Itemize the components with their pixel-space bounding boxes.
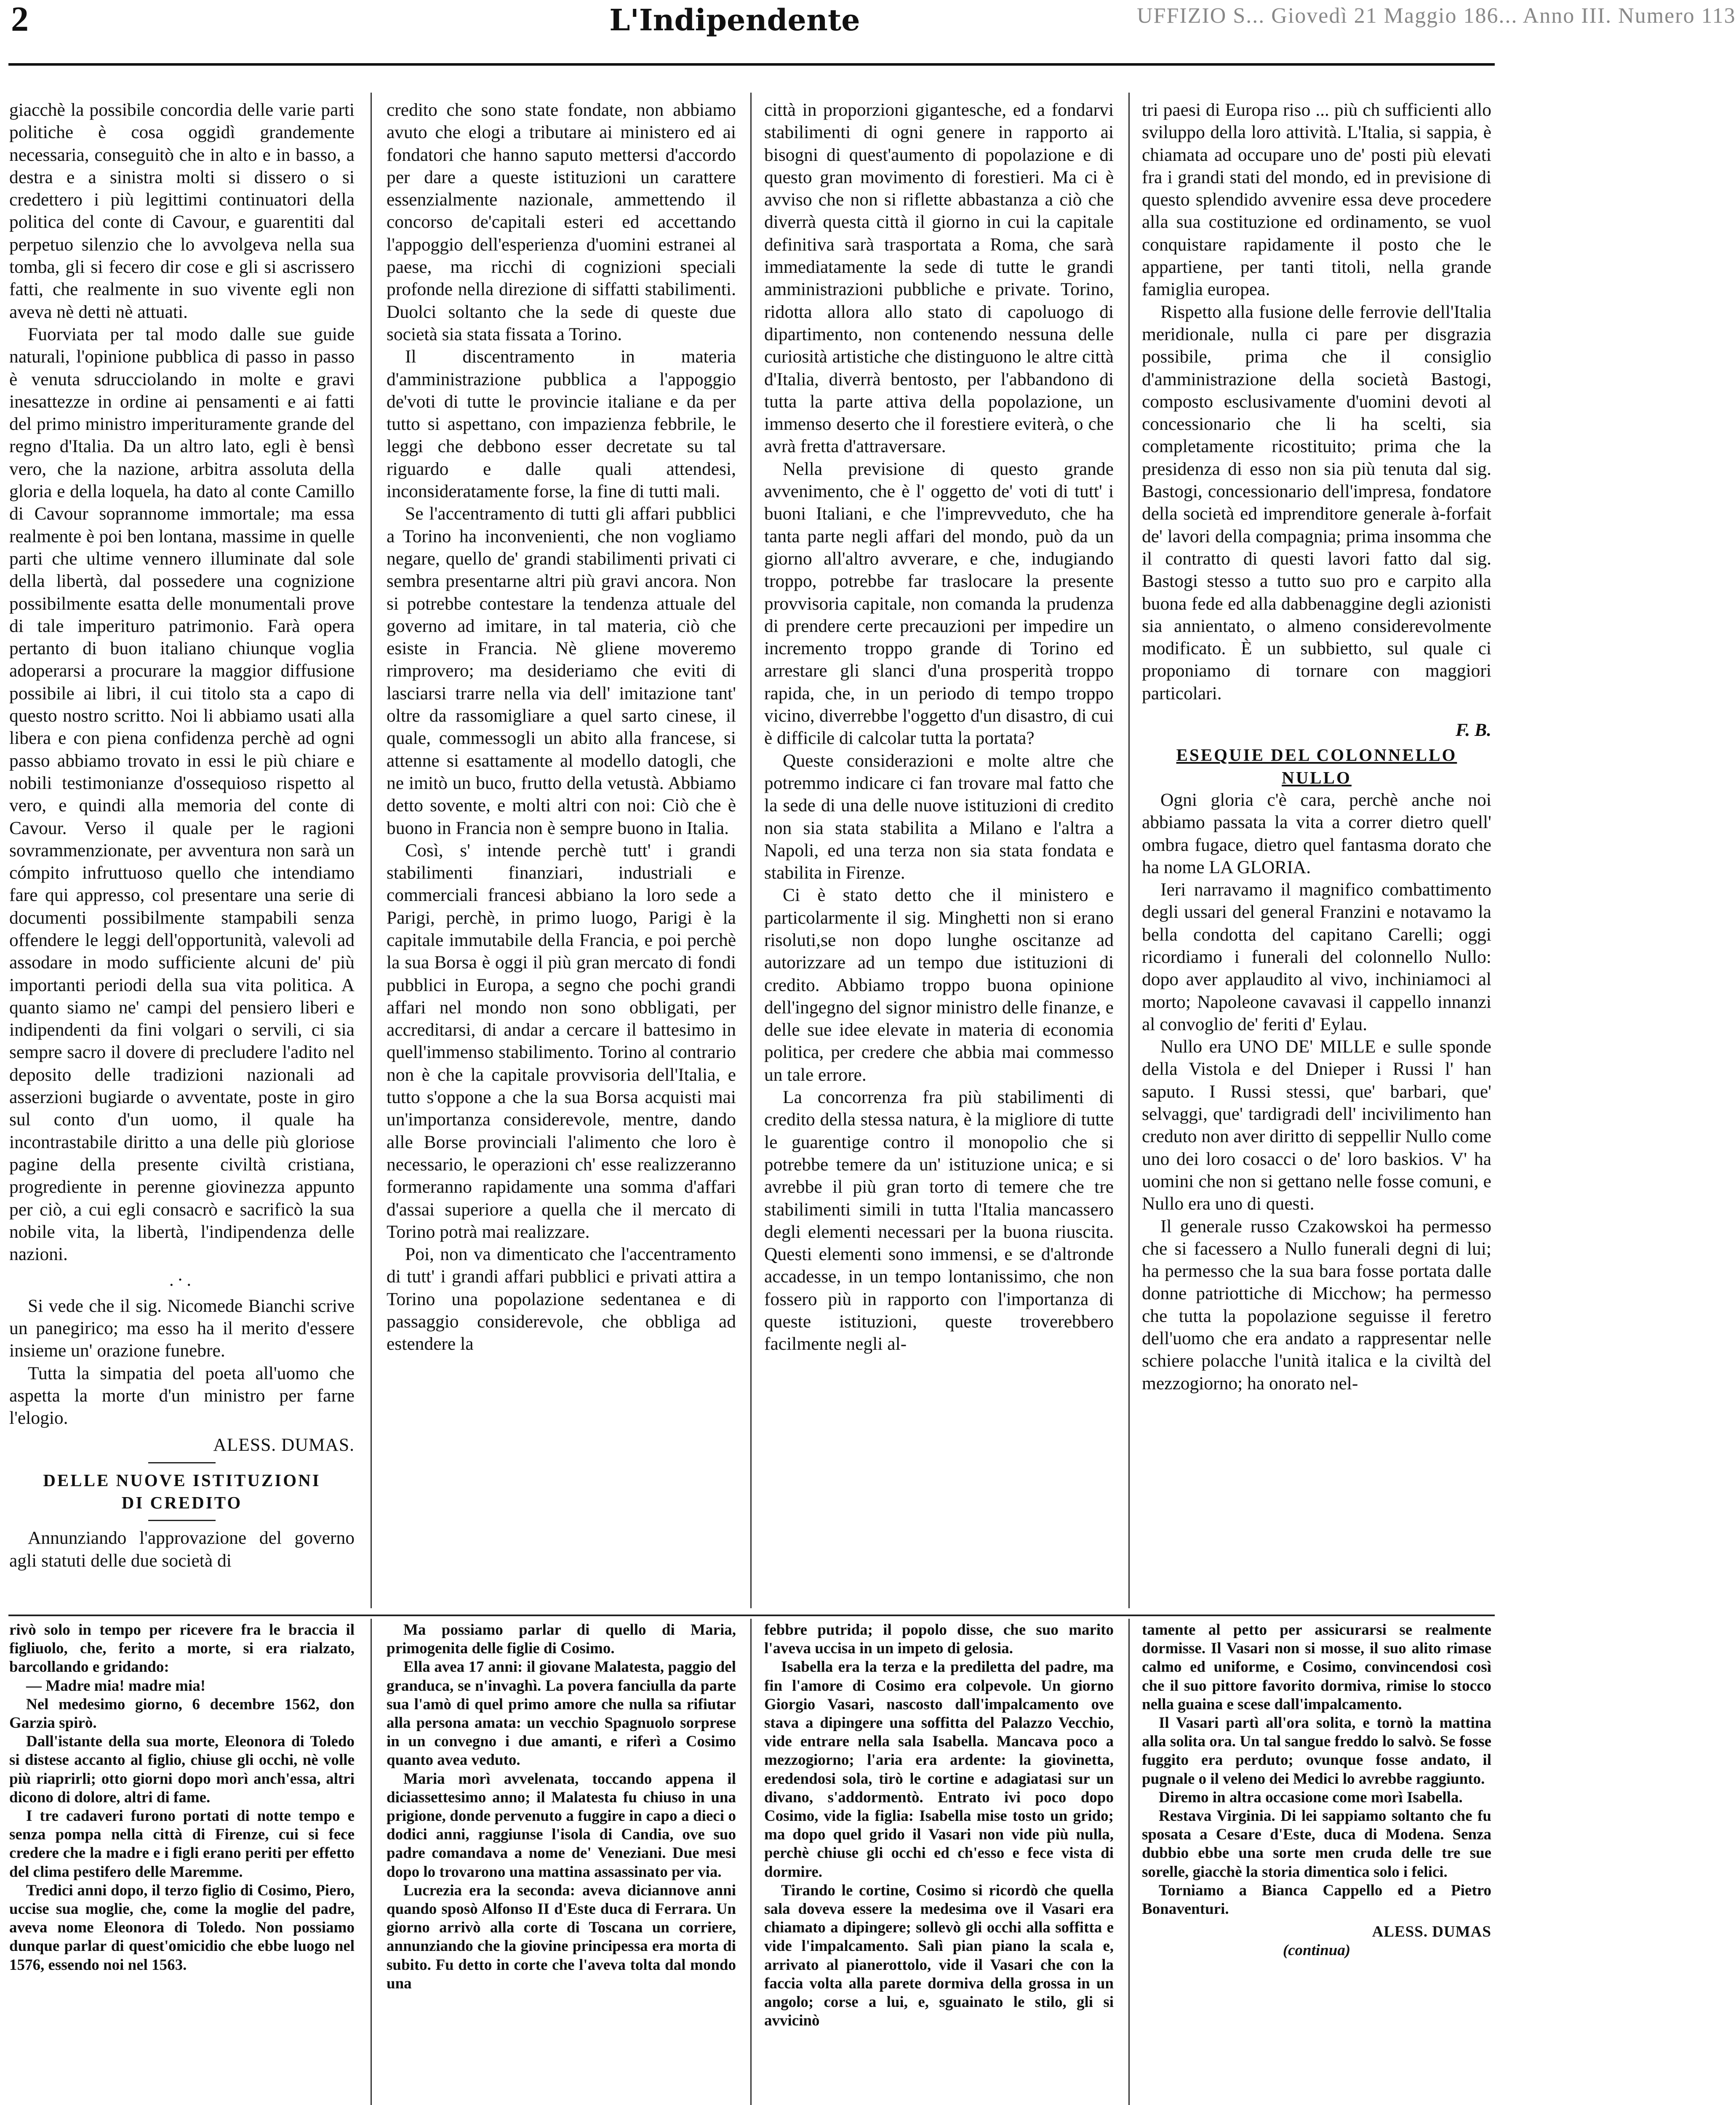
short-rule [148, 1462, 216, 1463]
author-signature: ALESS. DUMAS. [213, 1434, 355, 1455]
masthead-rule [8, 63, 1495, 66]
column-3 [764, 99, 1114, 1606]
paragraph: Annunziando l'approvazione del governo agli statuti delle due società di [9, 1528, 355, 1571]
paragraph: Il discentramento in materia d'amministrazione pubblica a l'appoggio de'voti di tutte le provincie italiane e da per tutto si aspettano, con impazienza febbrile, le leggi che debbono esser decretate su tal riguardo e dalle quali attendesi, inconsideratamente forse, la fine di tutti mali. [387, 346, 736, 502]
column-2 [387, 99, 736, 1606]
paragraph: febbre putrida; il popolo disse, che suo marito l'aveva uccisa in un impeto di gelosia. [764, 1621, 1114, 1657]
paragraph: Restava Virginia. Di lei sappiamo soltanto che fu sposata a Cesare d'Este, duca di Modena. Senza dubbio ebbe una sorte men cruda delle tre sue sorelle, giacchè la storia dimentica solo i felici. [1142, 1807, 1491, 1881]
article-heading: DELLE NUOVE ISTITUZIONI [43, 1470, 321, 1490]
author-initials: F. B. [1455, 720, 1491, 741]
short-rule [148, 1520, 216, 1521]
paragraph: Rispetto alla fusione delle ferrovie dell'Italia meridionale, nulla ci pare per disgrazia possibile, prima che il consiglio d'amministrazione della società Bastogi, composto esclusivamente d'uomini devoti al concessionario che li ha scelti, sia completamente ricostituito; prima che la presidenza di esso non sia più tenuta dal sig. Bastogi, concessionario dell'impresa, fondatore della società ed imprenditore generale à-forfait de' lavori della compagnia; prima insomma che il contratto di questi lavori fatto dal sig. Bastogi stesso a tutto suo pro e carpito alla buona fede ed alla dabbenaggine degli azionisti sia annientato, o almeno considerevolmente modificato. È un subbietto, sul quale ci proponiamo di tornare con maggiori particolari. [1142, 301, 1491, 703]
paragraph: Nullo era UNO DE' MILLE e sulle sponde della Vistola e del Dnieper i Russi l' han saputo. I Russi stessi, que' barbari, que' selvaggi, que' tardigradi dell' incivilimento han creduto non aver diritto di seppellir Nullo come uno dei loro cosacci o de' loro baskios. V' ha uomini che non si gettano nelle fosse comuni, e Nullo era uno di questi. [1142, 1037, 1491, 1214]
column-divider [750, 93, 752, 1608]
paragraph: Se l'accentramento di tutti gli affari pubblici a Torino ha inconvenienti, che non vogliamo negare, quello de' grandi stabilimenti privati ci sembra presentarne altri più gravi ancora. Non si potrebbe contestare la tendenza attuale del governo ad imitare, in tal materia, ciò che esiste in Francia. Nè gliene moveremo rimprovero; ma desideriamo che eviti di lasciarsi trarre nella via dell' imitazione tant' oltre da rassomigliare a quel sarto cinese, il quale, commessogli un abito alla francese, si attenne si esattamente al modello datogli, che ne imitò un buco, frutto della vetustà. Abbiamo detto sovente, e molti altri con noi: Ciò che è buono in Francia non è sempre buono in Italia. [387, 504, 736, 838]
paragraph: Così, s' intende perchè tutt' i grandi stabilimenti finanziari, industriali e commerciali francesi abbiano la loro sede a Parigi, perchè, in primo luogo, Parigi è la capitale immutabile della Francia, e poi perchè la sua Borsa è oggi il più gran mercato di fondi pubblici in Europa, a segno che pochi grandi affari nel mondo non sono obbligati, per accreditarsi, di andar a cercare il battesimo in quell'immenso stabilimento. Torino al contrario non è che la capitale provvisoria dell'Italia, e tutto s'oppone a che la sua Borsa acquisti mai un'importanza considerevole, mentre, dando alle Borse provinciali l'alimento che loro è necessario, le operazioni ch' esse realizzeranno formeranno rapidamente una somma d'affari d'assai superiore a quella che il mercato di Torino potrà mai realizzare. [387, 840, 736, 1242]
paragraph: Ella avea 17 anni: il giovane Malatesta, paggio del granduca, se n'invaghì. La povera fanciulla da parte sua l'amò di quel primo amore che nulla sa rifiutar alla persona amata: un vecchio Spagnuolo sorprese in un convegno i due amanti, e riferì a Cosimo quanto avea veduto. [387, 1658, 736, 1769]
column-divider [371, 1619, 372, 2105]
paragraph: Tredici anni dopo, il terzo figlio di Cosimo, Piero, uccise sua moglie, che, come la moglie del padre, aveva nome Eleonora di Toledo. Non possiamo dunque parlar di quest'omicidio che ebbe luogo nel 1576, essendo noi nel 1563. [9, 1881, 355, 1974]
feuilleton-column-1 [9, 1621, 355, 2105]
paragraph: Ieri narravamo il magnifico combattimento degli ussari del general Franzini e notavamo la bella condotta del capitano Carelli; oggi ricordiamo i funerali del colonnello Nullo: dopo aver applaudito al vivo, inchiniamoci al morto; Napoleone cavavasi il cappello innanzi al convoglio de' feriti d' Eylau. [1142, 879, 1491, 1034]
masthead-right-text: UFFIZIO S... Giovedì 21 Maggio 186... Anno III. Numero 113 [1137, 4, 1736, 28]
paragraph: Il Vasari partì all'ora solita, e tornò la mattina alla solita ora. Un tal sangue freddo lo salvò. Se fosse fuggito era perduto; ovunque fosse andato, il pugnale o il veleno dei Medici lo avrebbe raggiunto. [1142, 1714, 1491, 1788]
paragraph: I tre cadaveri furono portati di notte tempo e senza pompa nella città di Firenze, cui si fece credere che la madre e i figli erano periti per effetto del clima pestifero delle Maremme. [9, 1807, 355, 1881]
paragraph: Isabella era la terza e la prediletta del padre, ma fin l'amore di Cosimo era colpevole. Un giorno Giorgio Vasari, nascosto dall'impalcamento ove stava a dipingere una soffitta del Palazzo Vecchio, vide entrare nella sala Isabella. Mancava poco a mezzogiorno; l'aria era ardente: la giovinetta, eredendosi sola, tirò le cortine e adagiatasi sur un divano, s'addormentò. Entrato ivi poco dopo Cosimo, vide la figlia: Isabella mise tosto un grido; ma dopo quel grido il Vasari non vide più nulla, perchè chiuse gli occhi ed ch'esso e fece vista di dormire. [764, 1658, 1114, 1881]
paragraph: Dall'istante della sua morte, Eleonora di Toledo si distese accanto al figlio, chiuse gli occhi, nè volle più riaprirli; otto giorni dopo morì anch'essa, altri dicono di dolore, altri di fame. [9, 1733, 355, 1806]
page-number: 2 [11, 0, 29, 39]
paragraph: Nella previsione di questo grande avvenimento, che è l' oggetto de' voti di tutt' i buoni Italiani, e che l'imprevveduto, che ha tanta parte negli affari del mondo, può da un giorno all'altro avverare, e che, indugiando troppo, potrebbe far traslocare la presente provvisoria capitale, non comanda la prudenza di prendere certe precauzioni per impedire un incremento troppo grande di Torino ed arrestare gli slanci d'una prosperità troppo rapida, che, in un periodo di tempo troppo vicino, diverrebbe l'oggetto d'un disastro, di cui è difficile di calcolar tutta la portata? [764, 458, 1114, 749]
paragraph: Il generale russo Czakowskoi ha permesso che si facessero a Nullo funerali degni di lui; ha permesso che la sua bara fosse portata dalle donne patriottiche di Micchow; ha permesso che tutta la popolazione seguisse il feretro dell'uomo che era andato a rappresentar nelle schiere polacche l'unità italica e la civiltà del mezzogiorno; ha onorato nel- [1142, 1216, 1491, 1394]
paragraph: Tirando le cortine, Cosimo si ricordò che quella sala doveva essere la medesima ove il Vasari era chiamato a dipingere; sollevò gli occhi alla soffitta e vide l'impalcamento. Salì pian piano la scala e, arrivato al pianerottolo, vide il Vasari che con la faccia volta alla parete dormiva della grossa in un angolo; corse a lui, e, sguainato le stilo, gli si avvicinò [764, 1881, 1114, 2030]
paragraph: tri paesi di Europa riso ... più ch sufficienti allo sviluppo della loro attività. L'Italia, si sappia, è chiamata ad occupare uno de' posti più elevati fra i grandi stati del mondo, ed in previsione di questo splendido avvenire essa deve procedere alla sua costituzione ed ordinamento, se vuol conquistare rapidamente il posto che le appartiene, per tanti titoli, nella grande famiglia europea. [1142, 100, 1491, 300]
column-1 [9, 99, 355, 1606]
author-signature: ALESS. DUMAS [1372, 1923, 1491, 1941]
paragraph: Diremo in altra occasione come morì Isabella. [1159, 1788, 1463, 1806]
paragraph: città in proporzioni gigantesche, ed a fondarvi stabilimenti di ogni genere in rapporto ai bisogni di quest'aumento di popolazione e di questo gran movimento di forestieri. Ma ci è avviso che non si riflette abbastanza a ciò che diverrà questa città il giorno in cui la capitale definitiva sarà trasportata a Roma, che sarà immediatamente la sede di tutte le grandi amministrazioni pubbliche e private. Torino, ridotta allora allo stato di capoluogo di dipartimento, non contenendo nessuna delle curiosità artistiche che distinguono le altre città d'Italia, diverrà bentosto, per l'abbandono di tutta la parte attiva della popolazione, un immenso deserto che il forestiere eviterà, o che avrà fretta d'attraversare. [764, 100, 1114, 457]
paragraph: Tutta la simpatia del poeta all'uomo che aspetta la morte d'un ministro per farne l'elogio. [9, 1363, 355, 1428]
column-divider [1128, 1619, 1130, 2105]
paragraph: Lucrezia era la seconda: aveva diciannove anni quando sposò Alfonso II d'Este duca di Ferrara. Un giorno arrivò alla corte di Toscana un corriere, annunziando che la giovine principessa era morta di subito. Fu detto in corte che l'aveva tolta dal mondo una [387, 1881, 736, 1992]
paragraph: Nel medesimo giorno, 6 decembre 1562, don Garzia spirò. [9, 1695, 355, 1732]
paragraph: Si vede che il sig. Nicomede Bianchi scrive un panegirico; ma esso ha il merito d'essere insieme un' orazione funebre. [9, 1295, 355, 1361]
paragraph: Maria morì avvelenata, toccando appena il diciassettesimo anno; il Malatesta fu chiuso in una prigione, donde pervenuto a fuggire in capo a dieci o dodici anni, raggiunse l'isola di Candia, ove suo padre comandava a nome de' Veneziani. Due mesi dopo lo trovarono una mattina assassinato per via. [387, 1770, 736, 1881]
separator-stars: .·. [169, 1270, 195, 1290]
column-4 [1142, 99, 1491, 1606]
column-divider [371, 93, 372, 1608]
paragraph: Queste considerazioni e molte altre che potremmo indicare ci fan trovare mal fatto che la sede di una delle nuove istituzioni di credito non sia stata stabilita a Milano e l'altra a Napoli, ed una terza non sia stata fondata e stabilita in Firenze. [764, 750, 1114, 883]
masthead [0, 0, 1736, 63]
feuilleton-column-3 [764, 1621, 1114, 2105]
paragraph: Ma possiamo parlar di quello di Maria, primogenita delle figlie di Cosimo. [387, 1621, 736, 1657]
paragraph: tamente al petto per assicurarsi se realmente dormisse. Il Vasari non si mosse, il suo alito rimase calmo ed uniforme, e Cosimo, convincendosi così che il suo pittore favorito dormiva, rimise lo stocco nella guaina e scese dall'impalcamento. [1142, 1621, 1491, 1713]
paragraph: rivò solo in tempo per ricevere fra le braccia il figliuolo, che, ferito a morte, si era rialzato, barcollando e gridando: [9, 1621, 355, 1676]
paragraph: Ogni gloria c'è cara, perchè anche noi abbiamo passata la vita a correr dietro quell' ombra fugace, dietro quel fantasma dorato che ha nome LA GLORIA. [1142, 789, 1491, 877]
paragraph: Poi, non va dimenticato che l'accentramento di tutt' i grandi affari pubblici e privati attira a Torino una popolazione sedentanea e di passaggio considerevole, che obbliga ad estendere la [387, 1244, 736, 1354]
column-divider [1128, 93, 1130, 1608]
article-subheading: DI CREDITO [121, 1493, 243, 1513]
newspaper-title: L'Indipendente [609, 3, 860, 37]
article-heading: ESEQUIE DEL COLONNELLO NULLO [1176, 745, 1457, 787]
feuilleton-rule [8, 1615, 1495, 1616]
paragraph: Torniamo a Bianca Cappello ed a Pietro Bonaventuri. [1142, 1881, 1491, 1918]
feuilleton-column-2 [387, 1621, 736, 2105]
paragraph: credito che sono state fondate, non abbiamo avuto che elogi a tributare ai ministero ed ai fondatori che hanno saputo mettersi d'accordo per dare a queste istituzioni un carattere essenzialmente nazionale, ammettendo il concorso de'capitali esteri ed accettando l'appoggio dell'esperienza d'uomini estranei al paese, ma ricchi di cognizioni speciali profonde nella direzione di siffatti stabilimenti. Duolci soltanto che la sede di queste due società sia stata fissata a Torino. [387, 100, 736, 344]
paragraph: La concorrenza fra più stabilimenti di credito della stessa natura, è la migliore di tutte le guarentige contro il monopolio che si potrebbe temere da un' istituzione unica; e si avrebbe il più gran torto di temere che tre stabilimenti simili in tutta l'Italia mancassero degli elementi necessari per la buona riuscita. Questi elementi sono immensi, e se d'altronde accadesse, in un tempo lontanissimo, che non fossero più in rapporto con l'importanza di queste istituzioni, queste troverebbero facilmente negli al- [764, 1087, 1114, 1354]
paragraph: — Madre mia! madre mia! [26, 1677, 206, 1695]
paragraph: Fuorviata per tal modo dalle sue guide naturali, l'opinione pubblica di passo in passo è venuta sdrucciolando in molte e gravi inesattezze in ordine ai pensamenti e ai fatti del primo ministro imperituramente grande del regno d'Italia. Da un altro lato, egli è bensì vero, che la nazione, arbitra assoluta della gloria e della loquela, ha dato al conte Camillo di Cavour soprannome immortale; ma essa realmente è poi ben lontana, massime in quelle parti che ultime vennero illuminate dal sole della libertà, dal possedere una cognizione possibilmente esatta delle monumentali prove di tale imperituro patrimonio. Farà opera pertanto di buon italiano chiunque voglia adoperarsi a procurare la maggior diffusione possibile ai libri, il cui titolo sta a capo di questo nostro scritto. Noi li abbiamo usati alla libera e con piena confidenza perchè ad ogni passo abbiamo trovato in essi le più chiare e nobili testimonianze d'ossequioso rispetto al vero, e quindi alla memoria del conte di Cavour. Verso il quale per le ragioni sovrammenzionate, per avventura non sarà un cómpito infruttuoso quello che intendiamo fare qui appresso, col presentare una serie di documenti possibilmente stampabili senza offendere le leggi dell'opportunità, valevoli ad assodare in modo sufficiente alcuni de' più importanti periodi della sua vita politica. A quanto siamo ne' campi del pensiero liberi e indipendenti da fini volgari o servili, ci sia sempre sacro il dovere di precludere l'adito nel deposito delle tradizioni nazionali ad asserzioni bugiarde o avventate, poste in giro sul conto d'un uomo, il quale ha incontrastabile diritto a una delle più gloriose pagine della presente civiltà cristiana, progrediente in perenne giovinezza appunto per ciò, a cui egli consacrò e sacrificò la sua nobile vita, la libertà, l'indipendenza delle nazioni. [9, 324, 355, 1265]
column-divider [750, 1619, 752, 2105]
paragraph: Ci è stato detto che il ministero e particolarmente il sig. Minghetti non si erano risoluti,se non dopo lunghe oscitanze ad autorizzare ad un tempo due istituzioni di credito. Abbiamo troppo buona opinione dell'ingegno del signor ministro delle finanze, e delle sue idee elevate in materia di economia politica, per credere che abbia mai commesso un tale errore. [764, 885, 1114, 1085]
feuilleton-column-4 [1142, 1621, 1491, 2105]
continued-note: (continua) [1283, 1942, 1351, 1959]
paragraph: giacchè la possibile concordia delle varie parti politiche è cosa oggidì grandemente necessaria, conseguitò che in alto e in basso, a destra e a sinistra molti si dissero o si credettero i più legittimi continuatori della politica del conte di Cavour, e guarentiti dal perpetuo silenzio che lo avvolgeva nella sua tomba, gli si fecero dir cose e gli si ascrissero fatti, che realmente in suo vivente egli non aveva nè detti nè attuati. [9, 100, 355, 322]
